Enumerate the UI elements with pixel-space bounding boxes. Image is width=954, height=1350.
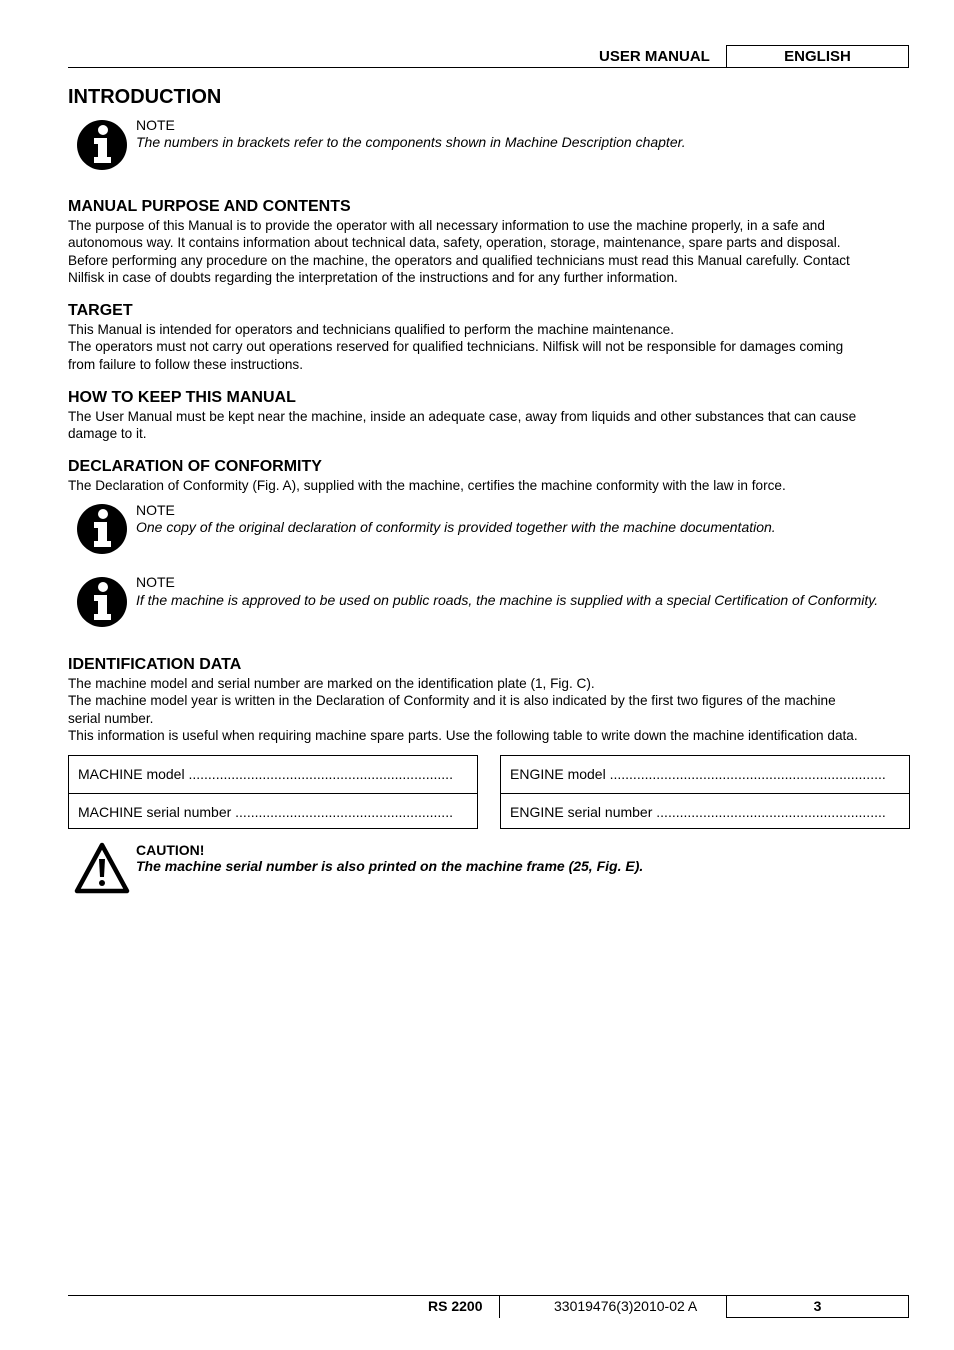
caution-label: CAUTION! xyxy=(136,842,205,858)
paragraph-line: The operators must not carry out operations reserved for qualified technicians. Nilfisk will not be responsible for damages coming xyxy=(68,339,844,355)
note-text-conformity-copy: One copy of the original declaration of conformity is provided together with the machine documentation. xyxy=(136,519,776,535)
section-heading-identification: IDENTIFICATION DATA xyxy=(68,656,242,673)
machine-id-box xyxy=(68,755,478,829)
section-heading-conformity: DECLARATION OF CONFORMITY xyxy=(68,458,322,475)
footer-model: RS 2200 xyxy=(428,1298,483,1314)
footer-document-code: 33019476(3)2010-02 A xyxy=(554,1298,698,1314)
note-text-public-roads: If the machine is approved to be used on public roads, the machine is supplied with a special Certification of Conformity. xyxy=(136,592,879,608)
section-heading-keep: HOW TO KEEP THIS MANUAL xyxy=(68,389,296,406)
section-heading-target: TARGET xyxy=(68,302,133,319)
header-manual-label: USER MANUAL xyxy=(599,48,710,65)
section-body-conformity xyxy=(68,477,913,494)
info-icon xyxy=(76,576,128,628)
page-title: INTRODUCTION xyxy=(68,86,222,108)
header-language-box: ENGLISH xyxy=(726,45,909,68)
paragraph-line: The machine model year is written in the Declaration of Conformity and it is also indicated by the first two figures of the machine xyxy=(68,693,836,709)
engine-id-box xyxy=(500,755,910,829)
warning-icon xyxy=(74,842,130,894)
paragraph-line: This Manual is intended for operators and technicians qualified to perform the machine maintenance. xyxy=(68,322,675,337)
paragraph-line: autonomous way. It contains information about technical data, safety, operation, storage, maintenance, spare parts and disposal. xyxy=(68,235,841,251)
section-body-target xyxy=(68,321,913,373)
machine-serial-field[interactable]: MACHINE serial number ........................................................ xyxy=(69,793,477,830)
section-heading-purpose: MANUAL PURPOSE AND CONTENTS xyxy=(68,198,351,215)
paragraph-line: The purpose of this Manual is to provide the operator with all necessary information to use the machine properly, in a safe and xyxy=(68,218,825,233)
paragraph-line: serial number. xyxy=(68,710,154,726)
paragraph-line: Before performing any procedure on the machine, the operators and qualified technicians must read this Manual carefully. Contact xyxy=(68,252,850,268)
machine-model-field[interactable]: MACHINE model .................................................................... xyxy=(78,766,453,782)
note-label: NOTE xyxy=(136,502,175,518)
paragraph-line: The User Manual must be kept near the machine, inside an adequate case, away from liquids and other substances that can cause xyxy=(68,409,857,424)
engine-model-field[interactable]: ENGINE model ....................................................................... xyxy=(510,766,886,782)
paragraph-line: from failure to follow these instructions. xyxy=(68,356,303,372)
footer-separator xyxy=(499,1296,500,1318)
paragraph-line: Nilfisk in case of doubts regarding the interpretation of the instructions and for any further information. xyxy=(68,270,678,286)
paragraph-line: The Declaration of Conformity (Fig. A), supplied with the machine, certifies the machine conformity with the law in force. xyxy=(68,478,786,493)
section-body-identification xyxy=(68,675,913,745)
note-text-intro: The numbers in brackets refer to the components shown in Machine Description chapter. xyxy=(136,134,686,150)
engine-serial-field[interactable]: ENGINE serial number ........................................................... xyxy=(501,793,909,830)
info-icon xyxy=(76,119,128,171)
footer-page-number: 3 xyxy=(726,1295,909,1318)
paragraph-line: The machine model and serial number are marked on the identification plate (1, Fig. C). xyxy=(68,676,595,691)
caution-text: The machine serial number is also printed on the machine frame (25, Fig. E). xyxy=(136,858,644,874)
paragraph-line: This information is useful when requiring machine spare parts. Use the following table to write down the machine identification data. xyxy=(68,728,858,744)
note-label: NOTE xyxy=(136,117,175,133)
section-body-keep xyxy=(68,408,913,443)
section-body-purpose xyxy=(68,217,913,287)
note-label: NOTE xyxy=(136,574,175,590)
info-icon xyxy=(76,503,128,555)
paragraph-line: damage to it. xyxy=(68,426,147,442)
